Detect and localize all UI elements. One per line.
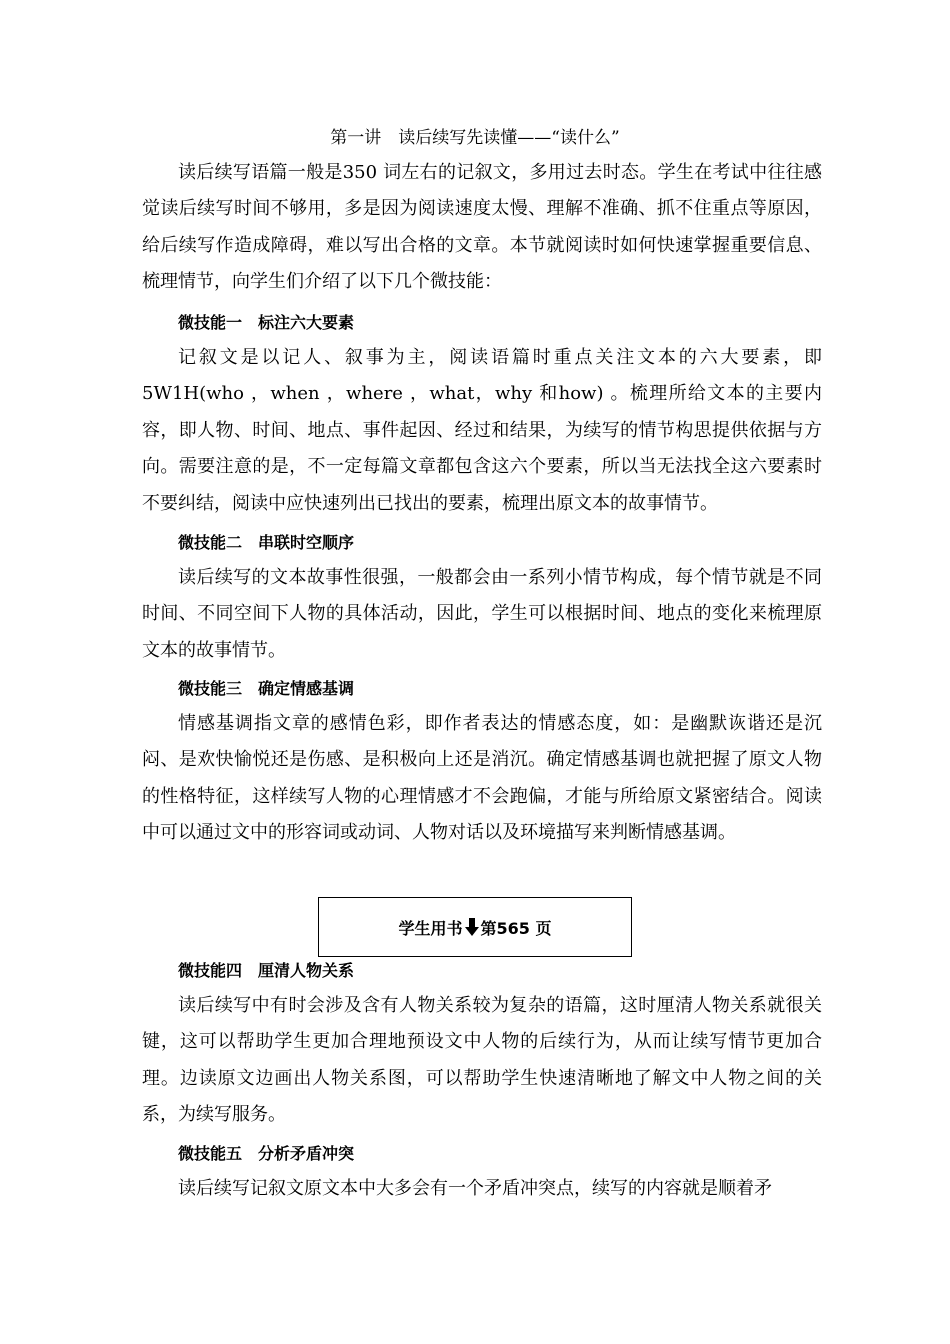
- skill-1-heading: 微技能一 标注六大要素: [178, 313, 355, 332]
- skill-2-heading: 微技能二 串联时空顺序: [178, 533, 355, 552]
- down-arrow-icon: [465, 918, 479, 936]
- intro-paragraph: 读后续写语篇一般是350 词左右的记叙文，多用过去时态。学生在考试中往往感觉读后续写时间不够用，多是因为阅读速度太慢、理解不准确、抓不住重点等原因，给后续写作造成障碍，难以写出合格的文章。本节就阅读时如何快速掌握重要信息、梳理情节，向学生们介绍了以下几个微技能：: [142, 162, 822, 293]
- skill-3-heading: 微技能三 确定情感基调: [178, 679, 355, 698]
- reference-prefix: 学生用书: [398, 918, 463, 938]
- skill-3-body: 情感基调指文章的感情色彩，即作者表达的情感态度，如：是幽默诙谐还是沉闷、是欢快愉悦还是伤感、是积极向上还是消沉。确定情感基调也就把握了原文人物的性格特征，这样续写人物的心理情感才不会跑偏，才能与所给原文紧密结合。阅读中可以通过文中的形容词或动词、人物对话以及环境描写来判断情感基调。: [142, 713, 822, 844]
- skill-4-heading: 微技能四 厘清人物关系: [178, 961, 355, 980]
- skill-5-body: 读后续写记叙文原文本中大多会有一个矛盾冲突点，续写的内容就是顺着矛: [178, 1178, 772, 1199]
- skill-4-body: 读后续写中有时会涉及含有人物关系较为复杂的语篇，这时厘清人物关系就很关键，这可以帮助学生更加合理地预设文中人物的后续行为，从而让续写情节更加合理。边读原文边画出人物关系图，可以帮助学生快速清晰地了解文中人物之间的关系，为续写服务。: [142, 995, 822, 1126]
- skill-1-body: 记叙文是以记人、叙事为主，阅读语篇时重点关注文本的六大要素，即5W1H(who ，when ，where ，what，why 和how) 。梳理所给文本的主要内容，即人物、时间、地点、事件起因、经过和结果，为续写的情节构思提供依据与方向。需要注意的是，不一定每篇文章都包含这六个要素，所以当无法找全这六要素时不要纠结，阅读中应快速列出已找出的要素，梳理出原文本的故事情节。: [142, 347, 822, 514]
- skill-2-body: 读后续写的文本故事性很强，一般都会由一系列小情节构成，每个情节就是不同时间、不同空间下人物的具体活动，因此，学生可以根据时间、地点的变化来梳理原文本的故事情节。: [142, 567, 822, 661]
- reference-page: 第565 页: [480, 918, 552, 938]
- student-book-reference: [318, 897, 632, 957]
- skill-5-heading: 微技能五 分析矛盾冲突: [178, 1144, 355, 1163]
- lesson-title: 第一讲 读后续写先读懂——“读什么”: [330, 128, 620, 148]
